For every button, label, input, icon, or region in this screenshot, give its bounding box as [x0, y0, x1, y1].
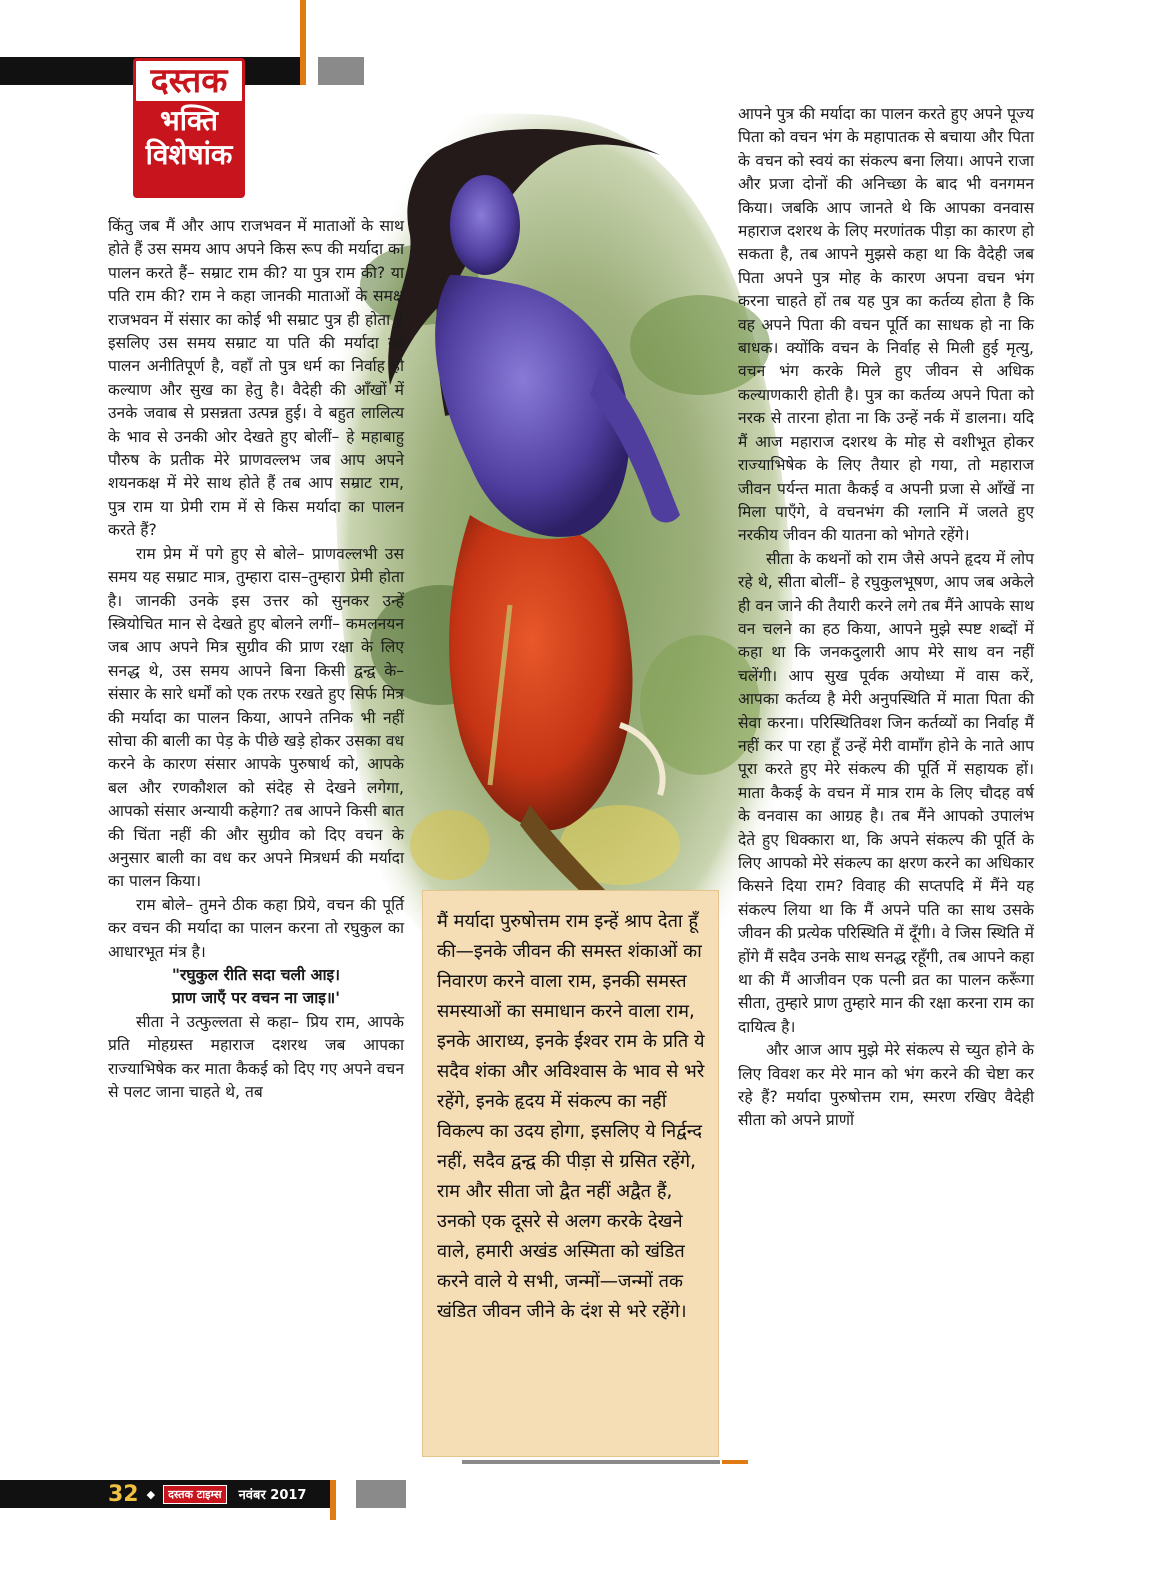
right-column — [738, 103, 1034, 1133]
page-number: 32 — [108, 1481, 139, 1507]
verse-line-2: प्राण जाएँ पर वचन ना जाइ॥' — [171, 989, 341, 1008]
right-paragraph-3: और आज आप मुझे मेरे संकल्प से च्युत होने के लिए विवश कर मेरे मान को भंग करने की चेष्टा कर रहे हैं? मर्यादा पुरुषोत्तम राम, स्मरण रखिए वैदेही सीता को अपने प्राणों — [738, 1041, 1034, 1130]
left-paragraph-2: राम प्रेम में पगे हुए से बोले– प्राणवल्लभी उस समय यह सम्राट मात्र, तुम्हारा दास–तुम्हारा प्रेमी होता है। जानकी उनके इस उत्तर को सुनकर उन्हें स्त्रियोचित मान से देखते हुए बोलने लगीं– कमलनयन जब आप अपने मित्र सुग्रीव की प्राण रक्षा के लिए सनद्ध थे, उस समय आपने बिना किसी द्वन्द्व के– संसार के सारे धर्मों को एक तरफ रखते हुए सिर्फ मित्र की मर्यादा का पालन किया, आपने तनिक भी नहीं सोचा की बाली का पेड़ के पीछे खड़े होकर उसका वध करने के कारण संसार आपके पुरुषार्थ को, आपके बल और रणकौशल को संदेह से देखने लगेगा, आपको संसार अन्यायी कहेगा? तब आपने किसी बात की चिंता नहीं की और सुग्रीव को दिए वचन के अनुसार बाली का वध कर अपने मित्रधर्म की मर्यादा का पालन किया। — [108, 544, 404, 891]
verse-line-1: "रघुकुल रीति सदा चली आइ। — [171, 966, 341, 984]
pull-quote-text: मैं मर्यादा पुरुषोत्तम राम इन्हें श्राप देता हूँ की—इनके जीवन की समस्त शंकाओं का निवारण करने वाला राम, इनकी समस्त समस्याओं का समाधान करने वाला राम, इनके आराध्य, इनके ईश्वर राम के प्रति ये सदैव शंका और अविश्वास के भाव से भरे रहेंगे, इनके हृदय में संकल्प का नहीं विकल्प का उदय होगा, इसलिए ये निर्द्वन्द नहीं, सदैव द्वन्द्व की पीड़ा से ग्रसित रहेंगे, राम और सीता जो द्वैत नहीं अद्वैत हैं, उनको एक दूसरे से अलग करके देखने वाले, हमारी अखंड अस्मिता को खंडित करने वाले ये सभी, जन्मों—जन्मों तक खंडित जीवन जीने के दंश से भरे रहेंगे। — [437, 911, 705, 1322]
pull-quote-box — [422, 890, 719, 1457]
quote-gray-rule — [462, 1460, 720, 1464]
issue-date: नवंबर 2017 — [238, 1488, 307, 1503]
right-paragraph-1: आपने पुत्र की मर्यादा का पालन करते हुए अपने पूज्य पिता को वचन भंग के महापातक से बचाया और पिता के वचन को स्वयं का संकल्प बना लिया। आपने राजा और प्रजा दोनों की अनिच्छा के बाद भी वनगमन किया। जबकि आप जानते थे कि आपका वनवास महाराज दशरथ के लिए मरणांतक पीड़ा का कारण हो सकता है, तब आपने मुझसे कहा था कि वैदेही जब पिता अपने पुत्र मोह के कारण अपना वचन भंग करना चाहते हों तब यह पुत्र का कर्तव्य होता है कि वह अपने पिता की वचन पूर्ति का साधक हो ना कि बाधक। क्योंकि वचन के निर्वाह से मिली हुई मृत्यु, वचन भंग करके मिले हुए जीवन से अधिक कल्याणकारी होती है। पुत्र का कर्तव्य अपने पिता को नरक से तारना होता ना कि उन्हें नर्क में डालना। यदि मैं आज महाराज दशरथ के मोह से वशीभूत होकर राज्याभिषेक के लिए तैयार हो गया, तो महाराज जीवन पर्यन्त माता कैकई व अपनी प्रजा से आँखें ना मिला पाएँगे, वे वचनभंग की ग्लानि में जलते हुए नरकीय जीवन की यातना को भोगते रहेंगे। — [738, 105, 1034, 545]
footer-orange-rule — [330, 1480, 336, 1520]
magazine-logo: दस्तक — [133, 58, 245, 104]
quote-orange-rule — [722, 1460, 748, 1464]
section-logo — [133, 58, 245, 198]
left-paragraph-1: किंतु जब मैं और आप राजभवन में माताओं के साथ होते हैं उस समय आप अपने किस रूप की मर्यादा का पालन करते हैं– सम्राट राम की? या पुत्र राम की? या पति राम की? राम ने कहा जानकी माताओं के समक्ष राजभवन में संसार का कोई भी सम्राट पुत्र ही होता है इसलिए उस समय सम्राट या पति की मर्यादा का पालन अनीतिपूर्ण है, वहाँ तो पुत्र धर्म का निर्वाह ही कल्याण और सुख का हेतु है। वैदेही की आँखों में उनके जवाब से प्रसन्नता उत्पन्न हुई। वे बहुत लालित्य के भाव से उनकी ओर देखते हुए बोलीं– हे महाबाहु पौरुष के प्रतीक मेरे प्राणवल्लभ जब आप अपने शयनकक्ष में मेरे साथ होते हैं तब आप सम्राट राम, पुत्र राम या प्रेमी राम में से किस मर्यादा का पालन करते हैं? — [108, 217, 404, 540]
section-title-line1: भक्ति — [160, 104, 218, 137]
left-paragraph-4: सीता ने उत्फुल्लता से कहा– प्रिय राम, आपके प्रति मोहग्रस्त महाराज दशरथ जब आपका राज्याभिषेक कर माता कैकई को दिए गए अपने वचन से पलट जाना चाहते थे, तब — [108, 1012, 404, 1102]
footer-content — [108, 1480, 306, 1508]
header-orange-rule — [300, 0, 306, 85]
right-paragraph-2: सीता के कथनों को राम जैसे अपने हृदय में लोप रहे थे, सीता बोलीं– हे रघुकुलभूषण, आप जब अकेले ही वन जाने की तैयारी करने लगे तब मैंने आपके साथ वन चलने का हठ किया, आपने मुझे स्पष्ट शब्दों में कहा था कि जनकदुलारी आप मेरे साथ वन नहीं चलेंगी। आप सुख पूर्वक अयोध्या में वास करें, आपका कर्तव्य है मेरी अनुपस्थिति में माता पिता की सेवा करना। परिस्थितिवश जिन कर्तव्यों का निर्वाह मैं नहीं कर पा रहा हूँ उन्हें मेरी वामाँग होने के नाते आप पूरा करते हुए मेरे संकल्प की पूर्ति में सहायक हों। माता कैकई के वचन में मात्र राम के लिए चौदह वर्ष के वनवास का आग्रह है। तब मैंने आपको उपालंभ देते हुए धिक्कारा था, कि अपने संकल्प की पूर्ति के लिए आपको मेरे संकल्प का क्षरण करने का अधिकार किसने दिया राम? विवाह की सप्तपदि में मैंने यह संकल्प लिया था कि मैं अपने पति का साथ उसके जीवन की प्रत्येक परिस्थिति में दूँगी। वे जिस स्थिति में होंगे मैं सदैव उनके साथ सनद्ध रहूँगी, तब आपने कहा था की मैं आजीवन एक पत्नी व्रत का पालन करूँगा सीता, तुम्हारे प्राण तुम्हारे मान की रक्षा करना राम का दायित्व है। — [738, 549, 1034, 1036]
footer-gray-block — [356, 1480, 406, 1508]
diamond-icon: ◆ — [146, 1487, 156, 1501]
header-gray-block — [318, 57, 364, 85]
footer-magazine-logo: दस्तक टाइम्स — [163, 1485, 226, 1504]
section-title-line2: विशेषांक — [145, 138, 233, 171]
left-paragraph-3: राम बोले– तुमने ठीक कहा प्रिये, वचन की पूर्ति कर वचन की मर्यादा का पालन करना तो रघुकुल का आधारभूत मंत्र है। — [108, 895, 404, 961]
left-column — [108, 215, 404, 1104]
